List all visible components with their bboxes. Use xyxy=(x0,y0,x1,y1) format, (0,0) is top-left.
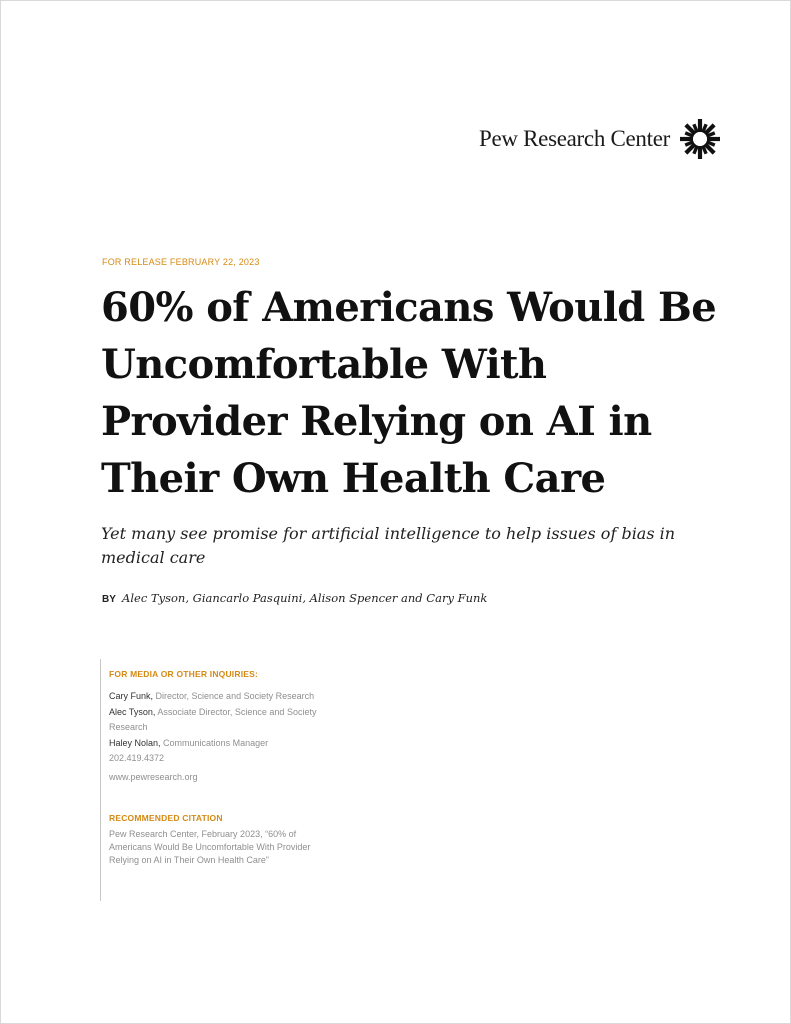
contact-item xyxy=(109,705,330,736)
contact-name: Alec Tyson, xyxy=(109,706,156,717)
contact-role: Associate Director, Science and Society Research xyxy=(109,706,317,732)
citation-heading: RECOMMENDED CITATION xyxy=(109,813,223,823)
media-inquiries-heading: FOR MEDIA OR OTHER INQUIRIES: xyxy=(109,669,259,679)
report-title: 60% of Americans Would Be Uncomfortable With Provider Relying on AI in Their Own Health Care xyxy=(101,284,717,502)
byline-authors: Alec Tyson, Giancarlo Pasquini, Alison Spencer and Cary Funk xyxy=(122,591,488,605)
contact-item xyxy=(109,689,330,705)
byline xyxy=(102,591,487,606)
citation-text: Pew Research Center, February 2023, “60% of Americans Would Be Uncomfortable With Provider Relying on AI in Their Own Health Care” xyxy=(109,829,311,865)
contact-role: Communications Manager xyxy=(163,737,269,748)
contact-role: Director, Science and Society Research xyxy=(155,691,315,701)
brand-header xyxy=(479,117,722,161)
media-inquiries-panel xyxy=(100,659,330,901)
contact-phone: 202.419.4372 xyxy=(109,753,165,763)
contact-name: Haley Nolan, xyxy=(109,737,161,748)
contact-name: Cary Funk, xyxy=(109,691,154,701)
website-link[interactable]: www.pewresearch.org xyxy=(109,771,198,782)
contact-item xyxy=(109,736,330,752)
contact-list xyxy=(109,689,330,767)
report-subtitle: Yet many see promise for artificial intelligence to help issues of bias in medical care xyxy=(101,524,676,567)
byline-label: BY xyxy=(102,594,116,605)
sunburst-logo-icon xyxy=(678,117,722,161)
brand-name: Pew Research Center xyxy=(478,126,670,151)
release-date: FOR RELEASE FEBRUARY 22, 2023 xyxy=(102,257,260,267)
